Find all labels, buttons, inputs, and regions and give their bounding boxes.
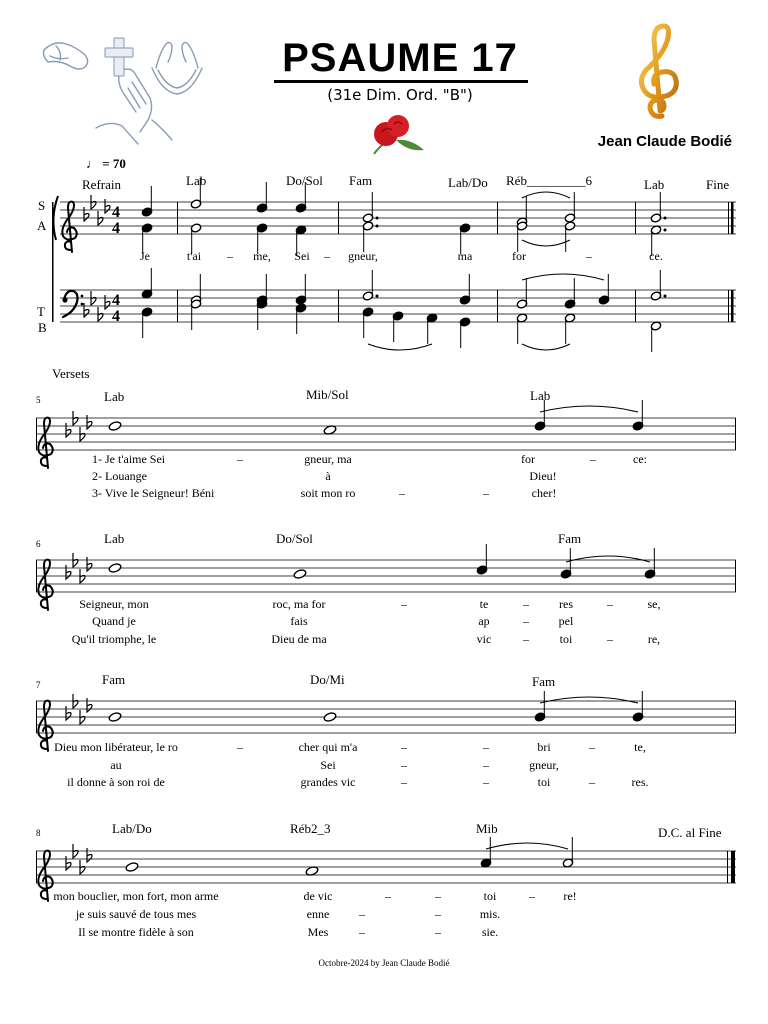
voice-label-alto: A xyxy=(37,218,47,233)
time-signature: 4 xyxy=(112,292,120,309)
barline xyxy=(728,290,729,322)
flat-sign xyxy=(87,698,92,712)
lyric-syllable: – xyxy=(529,889,535,903)
barline xyxy=(497,290,498,322)
flat-sign xyxy=(87,415,92,429)
flat-sign xyxy=(91,291,96,305)
lyric-syllable: Mes xyxy=(307,925,329,939)
page-title: PSAUME 17 xyxy=(282,36,518,80)
flat-sign xyxy=(66,423,71,437)
lyric-syllable: – xyxy=(435,889,441,903)
lyric-syllable: – xyxy=(483,758,489,772)
time-signature: 4 xyxy=(112,308,120,325)
lyric-syllable: Sei xyxy=(294,249,310,263)
lyric-syllable: re, xyxy=(647,632,661,646)
lyric-syllable: – xyxy=(401,740,407,754)
lyric-syllable: Quand je xyxy=(92,614,136,628)
chord-symbol: Lab xyxy=(104,389,125,404)
treble-clef-icon xyxy=(38,851,52,901)
chord-symbol: Fam xyxy=(102,672,126,687)
tie xyxy=(368,344,432,350)
flat-sign xyxy=(73,553,78,567)
lyric-syllable: grandes vic xyxy=(300,775,356,789)
lyric-syllable: gneur, ma xyxy=(304,452,352,466)
augmentation-dot xyxy=(376,217,379,220)
lyric-syllable: – xyxy=(385,889,391,903)
barline xyxy=(338,202,339,234)
voice-label-tenor: T xyxy=(37,304,45,319)
notehead xyxy=(108,712,122,723)
lyric-syllable: – xyxy=(401,597,407,611)
lyric-syllable: Sei xyxy=(320,758,336,772)
tie xyxy=(540,406,638,412)
lyric-syllable: toi xyxy=(537,775,551,789)
lyric-syllable: mis. xyxy=(479,907,501,921)
lyric-syllable: Dieu de ma xyxy=(271,632,327,646)
flat-sign xyxy=(73,411,78,425)
augmentation-dot xyxy=(664,217,667,220)
lyric-syllable: te, xyxy=(634,740,646,754)
augmentation-dot xyxy=(376,225,379,228)
flat-sign xyxy=(98,307,103,321)
notehead xyxy=(108,563,122,574)
chord-symbol: Lab xyxy=(530,388,551,403)
chord-symbol: Réb2_3 xyxy=(290,821,331,836)
tie xyxy=(540,697,638,703)
flat-sign xyxy=(73,694,78,708)
tempo-marking: ♩ = 70 xyxy=(86,156,126,171)
lyric-syllable: ce: xyxy=(633,452,647,466)
system-bracket xyxy=(53,196,58,240)
barline xyxy=(177,202,178,234)
lyric-syllable: – xyxy=(401,775,407,789)
lyric-syllable: à xyxy=(325,469,331,483)
flat-sign xyxy=(98,211,103,225)
flat-sign xyxy=(80,860,85,874)
lyric-syllable: de vic xyxy=(303,889,333,903)
system-number: 7 xyxy=(36,680,41,690)
barline xyxy=(497,202,498,234)
lyric-syllable: 2- Louange xyxy=(92,469,147,483)
chord-symbol: Fam xyxy=(349,173,373,188)
flat-sign xyxy=(73,844,78,858)
barline xyxy=(731,290,734,322)
lyric-syllable: cher qui m'a xyxy=(298,740,358,754)
lyric-syllable: vic xyxy=(476,632,492,646)
dc-al-fine-label: D.C. al Fine xyxy=(658,825,722,840)
barline xyxy=(635,202,636,234)
lyric-syllable: Je xyxy=(140,249,150,263)
page-subtitle: (31e Dim. Ord. "B") xyxy=(327,86,473,104)
augmentation-dot xyxy=(664,295,667,298)
tie xyxy=(522,192,570,198)
lyric-syllable: Qu'il triomphe, le xyxy=(71,632,157,646)
tie xyxy=(486,843,568,849)
barline xyxy=(36,418,37,450)
lyric-syllable: mon bouclier, mon fort, mon arme xyxy=(53,889,219,903)
chord-symbol: Fam xyxy=(532,674,556,689)
lyric-syllable: ma xyxy=(457,249,473,263)
barline xyxy=(735,701,736,733)
lyric-syllable: fais xyxy=(290,614,308,628)
chord-symbol: Mib/Sol xyxy=(306,387,349,402)
lyric-syllable: roc, ma for xyxy=(272,597,326,611)
bass-clef-icon xyxy=(62,291,83,317)
notehead xyxy=(108,421,122,432)
lyric-syllable: – xyxy=(237,452,243,466)
versets-label: Versets xyxy=(52,366,90,381)
chord-symbol: Lab/Do xyxy=(112,821,152,836)
barline xyxy=(36,560,37,592)
fine-label: Fine xyxy=(706,177,730,192)
chord-symbol: Lab/Do xyxy=(448,175,488,190)
lyric-syllable: pel xyxy=(558,614,574,628)
composer-name: Jean Claude Bodié xyxy=(597,133,732,150)
lyric-syllable: – xyxy=(227,249,233,263)
lyric-syllable: soit mon ro xyxy=(300,486,356,500)
flat-sign xyxy=(91,195,96,209)
lyric-syllable: – xyxy=(589,775,595,789)
chord-symbol: Do/Sol xyxy=(276,531,313,546)
lyric-syllable: – xyxy=(401,758,407,772)
flat-sign xyxy=(84,303,89,317)
lyric-syllable: – xyxy=(589,740,595,754)
lyric-syllable: for xyxy=(512,249,526,263)
flat-sign xyxy=(80,710,85,724)
lyric-syllable: – xyxy=(483,486,489,500)
footer-credit: Octobre-2024 by Jean Claude Bodié xyxy=(318,958,450,968)
treble-clef-icon xyxy=(38,418,52,468)
tie xyxy=(522,240,570,246)
lyric-syllable: – xyxy=(523,614,529,628)
flat-sign xyxy=(80,569,85,583)
barline xyxy=(731,202,734,234)
voice-label-soprano: S xyxy=(38,198,46,213)
chord-symbol: Do/Mi xyxy=(310,672,345,687)
notehead xyxy=(293,569,307,580)
lyric-syllable: t'ai xyxy=(186,249,202,263)
lyric-syllable: toi xyxy=(559,632,573,646)
lyric-syllable: – xyxy=(237,740,243,754)
barline xyxy=(36,701,37,733)
augmentation-dot xyxy=(664,229,667,232)
refrain-label: Refrain xyxy=(82,177,121,192)
lyric-syllable: Dieu! xyxy=(529,469,557,483)
barline xyxy=(728,202,729,234)
lyric-syllable: – xyxy=(523,597,529,611)
chord-symbol: Lab xyxy=(644,177,665,192)
lyric-syllable: for xyxy=(521,452,535,466)
flat-sign xyxy=(66,706,71,720)
treble-clef-icon xyxy=(38,701,52,751)
chord-symbol: Mib xyxy=(476,821,498,836)
barline xyxy=(727,851,728,883)
lyric-syllable: se, xyxy=(647,597,661,611)
lyric-syllable: Dieu mon libérateur, le ro xyxy=(54,740,178,754)
system-number: 5 xyxy=(36,395,41,405)
chord-symbol: Fam xyxy=(558,531,582,546)
lyric-syllable: te xyxy=(479,597,489,611)
system-number: 6 xyxy=(36,539,41,549)
lyric-syllable: bri xyxy=(537,740,551,754)
lyric-syllable: – xyxy=(523,632,529,646)
chord-symbol: Lab xyxy=(104,531,125,546)
lyric-syllable: – xyxy=(607,632,613,646)
tie xyxy=(566,556,650,562)
lyric-syllable: – xyxy=(607,597,613,611)
tie xyxy=(522,344,570,350)
time-signature: 4 xyxy=(112,204,120,221)
lyric-syllable: – xyxy=(359,907,365,921)
barline xyxy=(731,851,735,883)
chord-symbol: Do/Sol xyxy=(286,173,323,188)
lyric-syllable: ce. xyxy=(649,249,663,263)
voice-label-bass: B xyxy=(38,320,47,335)
treble-clef-icon xyxy=(62,202,76,252)
flat-sign xyxy=(66,565,71,579)
lyric-syllable: ap xyxy=(478,614,490,628)
flat-sign xyxy=(80,427,85,441)
flat-sign xyxy=(87,848,92,862)
lyric-syllable: au xyxy=(110,758,122,772)
lyric-syllable: – xyxy=(586,249,592,263)
lyric-syllable: – xyxy=(483,740,489,754)
lyric-syllable: je suis sauvé de tous mes xyxy=(75,907,197,921)
lyric-syllable: enne xyxy=(306,907,330,921)
system-number: 8 xyxy=(36,828,41,838)
lyric-syllable: il donne à son roi de xyxy=(67,775,165,789)
treble-clef-icon xyxy=(38,560,52,610)
lyric-syllable: toi xyxy=(483,889,497,903)
barline xyxy=(36,851,37,883)
flat-sign xyxy=(66,856,71,870)
lyric-syllable: res. xyxy=(631,775,649,789)
augmentation-dot xyxy=(376,295,379,298)
flat-sign xyxy=(105,295,110,309)
notehead xyxy=(323,712,337,723)
flat-sign xyxy=(87,557,92,571)
lyric-syllable: – xyxy=(483,775,489,789)
notehead xyxy=(125,862,139,873)
barline xyxy=(635,290,636,322)
flat-sign xyxy=(84,207,89,221)
lyric-syllable: Il se montre fidèle à son xyxy=(78,925,194,939)
lyric-syllable: – xyxy=(324,249,330,263)
barline xyxy=(735,560,736,592)
lyric-syllable: – xyxy=(359,925,365,939)
barline xyxy=(177,290,178,322)
barline xyxy=(735,418,736,450)
lyric-syllable: re! xyxy=(563,889,577,903)
lyric-syllable: me, xyxy=(253,249,271,263)
chord-symbol: Lab xyxy=(186,173,207,188)
flat-sign xyxy=(105,199,110,213)
lyric-syllable: – xyxy=(435,925,441,939)
lyric-syllable: – xyxy=(590,452,596,466)
lyric-syllable: cher! xyxy=(531,486,557,500)
chord-symbol: Réb_________6 xyxy=(506,173,592,188)
lyric-syllable: gneur, xyxy=(348,249,378,263)
tie xyxy=(522,274,604,280)
lyric-syllable: 1- Je t'aime Sei xyxy=(92,452,166,466)
lyric-syllable: – xyxy=(435,907,441,921)
time-signature: 4 xyxy=(112,220,120,237)
barline xyxy=(338,290,339,322)
lyric-syllable: – xyxy=(399,486,405,500)
lyric-syllable: gneur, xyxy=(529,758,559,772)
lyric-syllable: res xyxy=(559,597,573,611)
lyric-syllable: sie. xyxy=(481,925,499,939)
barline xyxy=(52,202,54,322)
lyric-syllable: Seigneur, mon xyxy=(79,597,149,611)
lyric-syllable: 3- Vive le Seigneur! Béni xyxy=(92,486,215,500)
